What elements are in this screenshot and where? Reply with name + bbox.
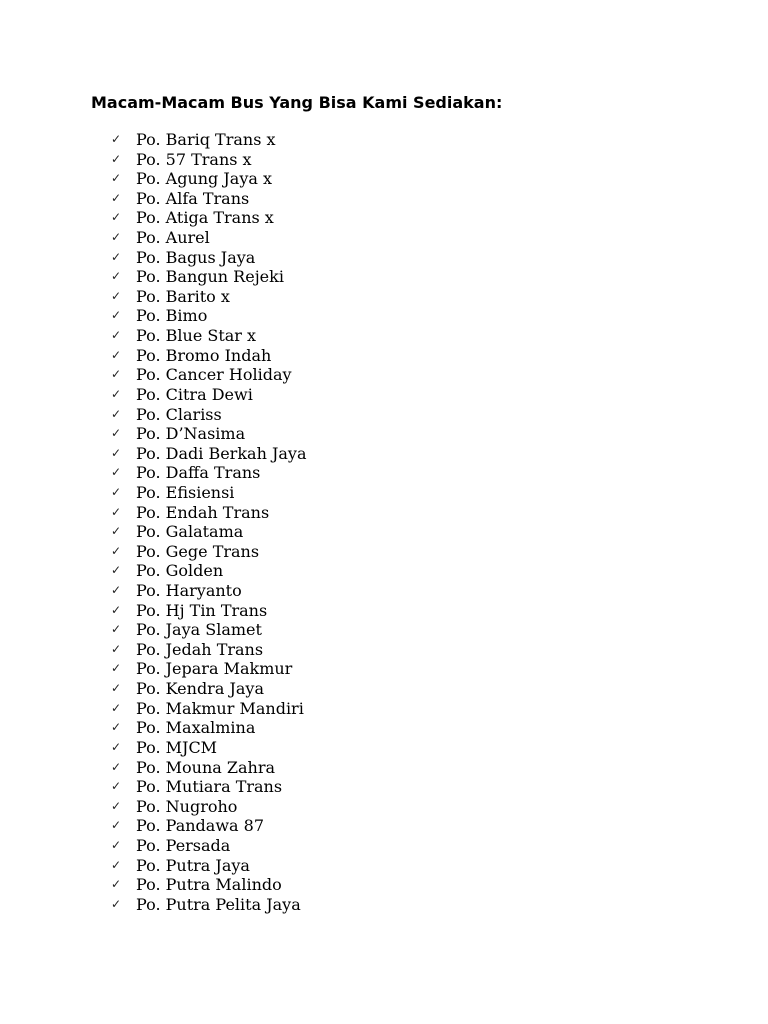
list-item-text: Po. Maxalmina (136, 718, 256, 738)
checkmark-icon: ✓ (111, 288, 122, 303)
list-item-text: Po. Kendra Jaya (136, 679, 264, 699)
checkmark-icon: ✓ (111, 818, 122, 833)
list-item-text: Po. Endah Trans (136, 502, 270, 522)
list-item-text: Po. Galatama (136, 522, 244, 542)
checkmark-icon: ✓ (111, 661, 122, 676)
checkmark-icon: ✓ (111, 367, 122, 382)
checkmark-icon: ✓ (111, 249, 122, 264)
list-item-text: Po. Gege Trans (136, 541, 260, 561)
checkmark-icon: ✓ (111, 720, 122, 735)
list-item-text: Po. Bimo (136, 306, 208, 326)
list-item-text: Po. Hj Tin Trans (136, 600, 268, 620)
checkmark-icon: ✓ (111, 779, 122, 794)
checkmark-icon: ✓ (111, 524, 122, 539)
list-item-text: Po. Citra Dewi (136, 384, 253, 404)
list-item-text: Po. Clariss (136, 404, 222, 424)
checkmark-icon: ✓ (111, 504, 122, 519)
checkmark-icon: ✓ (111, 622, 122, 637)
list-item-text: Po. MJCM (136, 737, 218, 757)
list-item-text: Po. Pandawa 87 (136, 816, 264, 836)
checkmark-icon: ✓ (111, 857, 122, 872)
list-item-text: Po. Mutiara Trans (136, 777, 283, 797)
list-item-text: Po. Atiga Trans x (136, 208, 274, 228)
checkmark-icon: ✓ (111, 210, 122, 225)
list-item-text: Po. Blue Star x (136, 326, 257, 346)
checkmark-icon: ✓ (111, 700, 122, 715)
checkmark-icon: ✓ (111, 269, 122, 284)
list-item-text: Po. Bangun Rejeki (136, 267, 284, 287)
list-item-text: Po. 57 Trans x (136, 149, 252, 169)
checkmark-icon: ✓ (111, 759, 122, 774)
checkmark-icon: ✓ (111, 798, 122, 813)
checkmark-icon: ✓ (111, 426, 122, 441)
list-item-text: Po. Nugroho (136, 796, 238, 816)
list-item-text: Po. Haryanto (136, 581, 242, 601)
list-item-text: Po. Barito x (136, 286, 230, 306)
list-item-text: Po. Putra Jaya (136, 855, 250, 875)
list-item-text: Po. Jepara Makmur (136, 659, 293, 679)
checkmark-icon: ✓ (111, 641, 122, 656)
checkmark-icon: ✓ (111, 132, 122, 146)
checkmark-icon: ✓ (111, 308, 122, 323)
checkmark-icon: ✓ (111, 484, 122, 499)
checkmark-icon: ✓ (111, 896, 122, 911)
checkmark-icon: ✓ (111, 583, 122, 598)
checkmark-icon: ✓ (111, 151, 122, 166)
checkmark-icon: ✓ (111, 230, 122, 245)
checkmark-icon: ✓ (111, 190, 122, 205)
checkmark-icon: ✓ (111, 347, 122, 362)
list-item-text: Po. Daffa Trans (136, 463, 261, 483)
list-item-text: Po. Bariq Trans x (136, 130, 276, 149)
checkmark-icon: ✓ (111, 837, 122, 852)
checkmark-icon: ✓ (111, 602, 122, 617)
checkmark-icon: ✓ (111, 739, 122, 754)
list-item-text: Po. Jaya Slamet (136, 620, 262, 640)
list-item-text: Po. Putra Pelita Jaya (136, 894, 301, 914)
list-item-text: Po. Bromo Indah (136, 345, 272, 365)
checkmark-icon: ✓ (111, 563, 122, 578)
checkmark-icon: ✓ (111, 465, 122, 480)
checkmark-icon: ✓ (111, 171, 122, 186)
checkmark-icon: ✓ (111, 445, 122, 460)
list-item-text: Po. Putra Malindo (136, 875, 282, 895)
list-item-text: Po. Efisiensi (136, 482, 235, 502)
list-item-text: Po. Mouna Zahra (136, 757, 276, 777)
list-item-text: Po. Golden (136, 561, 224, 581)
checkmark-icon: ✓ (111, 877, 122, 892)
checkmark-icon: ✓ (111, 386, 122, 401)
list-item-text: Po. Makmur Mandiri (136, 698, 304, 718)
list-item-text: Po. Bagus Jaya (136, 247, 256, 267)
list-item-text: Po. Dadi Berkah Jaya (136, 443, 307, 463)
list-item-text: Po. Persada (136, 835, 231, 855)
checkmark-icon: ✓ (111, 681, 122, 696)
list-item-text: Po. Agung Jaya x (136, 169, 273, 189)
list-item-text: Po. Aurel (136, 228, 210, 248)
checkmark-icon: ✓ (111, 543, 122, 558)
checkmark-icon: ✓ (111, 328, 122, 343)
page-title: Macam-Macam Bus Yang Bisa Kami Sediakan: (91, 93, 503, 112)
list-item-text: Po. D’Nasima (136, 424, 246, 444)
list-item-text: Po. Alfa Trans (136, 188, 250, 208)
checkmark-icon: ✓ (111, 406, 122, 421)
list-item-text: Po. Jedah Trans (136, 639, 264, 659)
list-item-text: Po. Cancer Holiday (136, 365, 292, 385)
